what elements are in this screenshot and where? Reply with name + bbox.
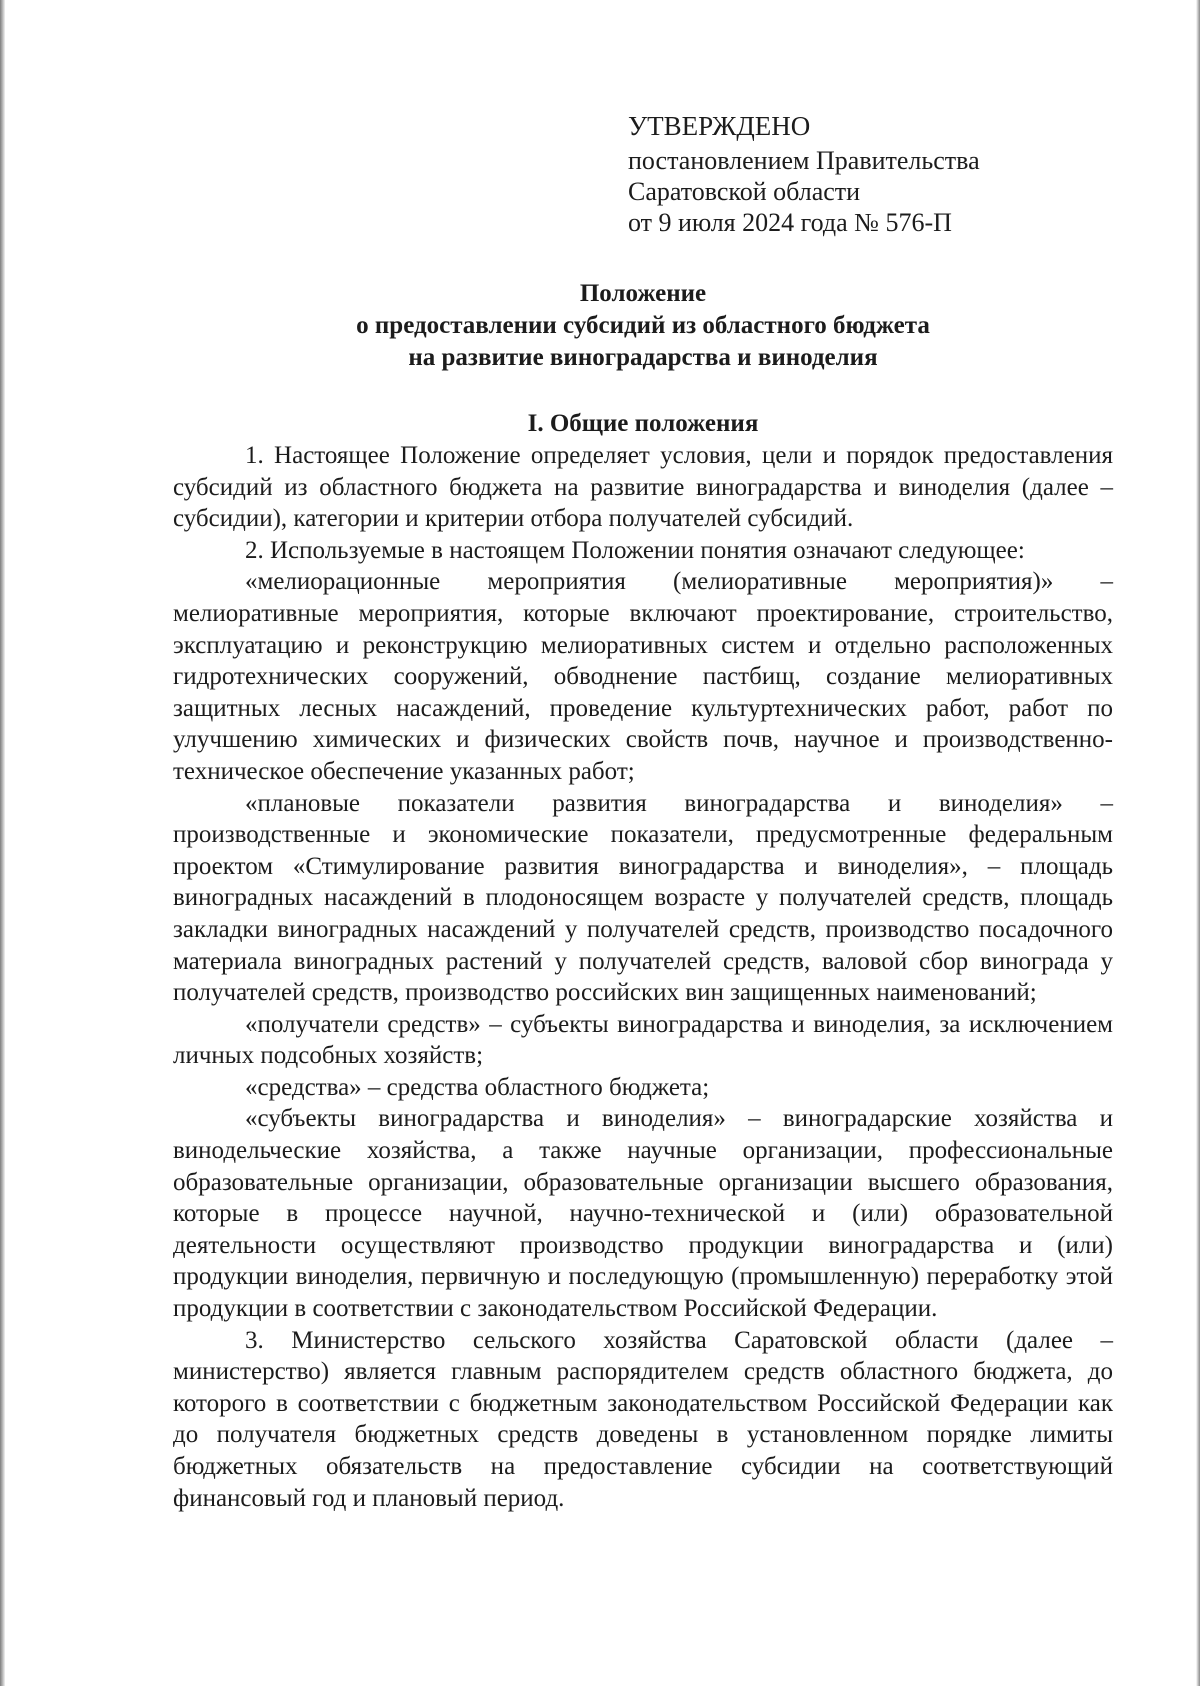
scan-right-edge (1196, 0, 1200, 1686)
approval-stamp (628, 108, 1113, 238)
approval-line-3: от 9 июля 2024 года № 576-П (628, 208, 952, 237)
title-line-1: Положение (579, 280, 707, 307)
definition-subjects: «субъекты виноградарства и виноделия» – виноградарские хозяйства и винодельческие хозяйства, а также научные организации, профессиональные образовательные организации, образовательные организации высшего образования, которые в процессе научной, научно-технической и (или) образовательной деятельности осуществляют производство продукции виноградарства и (или) продукции виноделия, первичную и последующую (промышленную) переработку этой продукции в соответствии с законодательством Российской Федерации. (173, 1105, 1113, 1323)
definition-planned-indicators: «плановые показатели развития виноградарства и виноделия» – производственные и экономические показатели, предусмотренные федеральным проектом «Стимулирование развития виноградарства и виноделия», – площадь виноградных насаждений в плодоносящем возрасте у получателей средств, площадь закладки виноградных насаждений у получателей средств, производство посадочного материала виноградных растений у получателей средств, валовой сбор винограда у получателей средств, производство российских вин защищенных наименований; (173, 789, 1113, 1007)
definition-recipients: «получатели средств» – субъекты виноградарства и виноделия, за исключением личных подсобных хозяйств; (173, 1010, 1113, 1070)
paragraph-1: 1. Настоящее Положение определяет условия, цели и порядок предоставления субсидий из областного бюджета на развитие виноградарства и виноделия (далее – субсидии), категории и критерии отбора получателей субсидий. (173, 442, 1113, 533)
section-heading: I. Общие положения (527, 410, 759, 437)
title-line-3: на развитие виноградарства и виноделия (408, 344, 878, 371)
title-line-2: о предоставлении субсидий из областного бюджета (356, 312, 930, 339)
document-body (173, 108, 1113, 1514)
definition-funds: «средства» – средства областного бюджета; (245, 1073, 710, 1101)
scan-left-edge (0, 0, 5, 1686)
definition-melioration: «мелиорационные мероприятия (мелиоративные мероприятия)» – мелиоративные мероприятия, которые включают проектирование, строительство, эксплуатацию и реконструкцию мелиоративных систем и отдельно расположенных гидротехнических сооружений, обводнение пастбищ, создание мелиоративных защитных лесных насаждений, проведение культуртехнических работ, работ по улучшению химических и физических свойств почв, научное и производственно-техническое обеспечение указанных работ; (173, 568, 1113, 785)
paragraph-2: 2. Используемые в настоящем Положении понятия означают следующее: (245, 536, 1025, 564)
approval-line-2: Саратовской области (628, 177, 861, 206)
document-title (173, 278, 1113, 374)
paragraph-3: 3. Министерство сельского хозяйства Саратовской области (далее – министерство) является главным распорядителем средств областного бюджета, до которого в соответствии с бюджетным законодательством Российской Федерации как до получателя бюджетных средств доведены в установленном порядке лимиты бюджетных обязательств на предоставление субсидии на соответствующий финансовый год и плановый период. (173, 1326, 1113, 1512)
approval-line-1: постановлением Правительства (628, 146, 980, 175)
section-body (173, 440, 1113, 1514)
approved-word: УТВЕРЖДЕНО (628, 111, 811, 141)
